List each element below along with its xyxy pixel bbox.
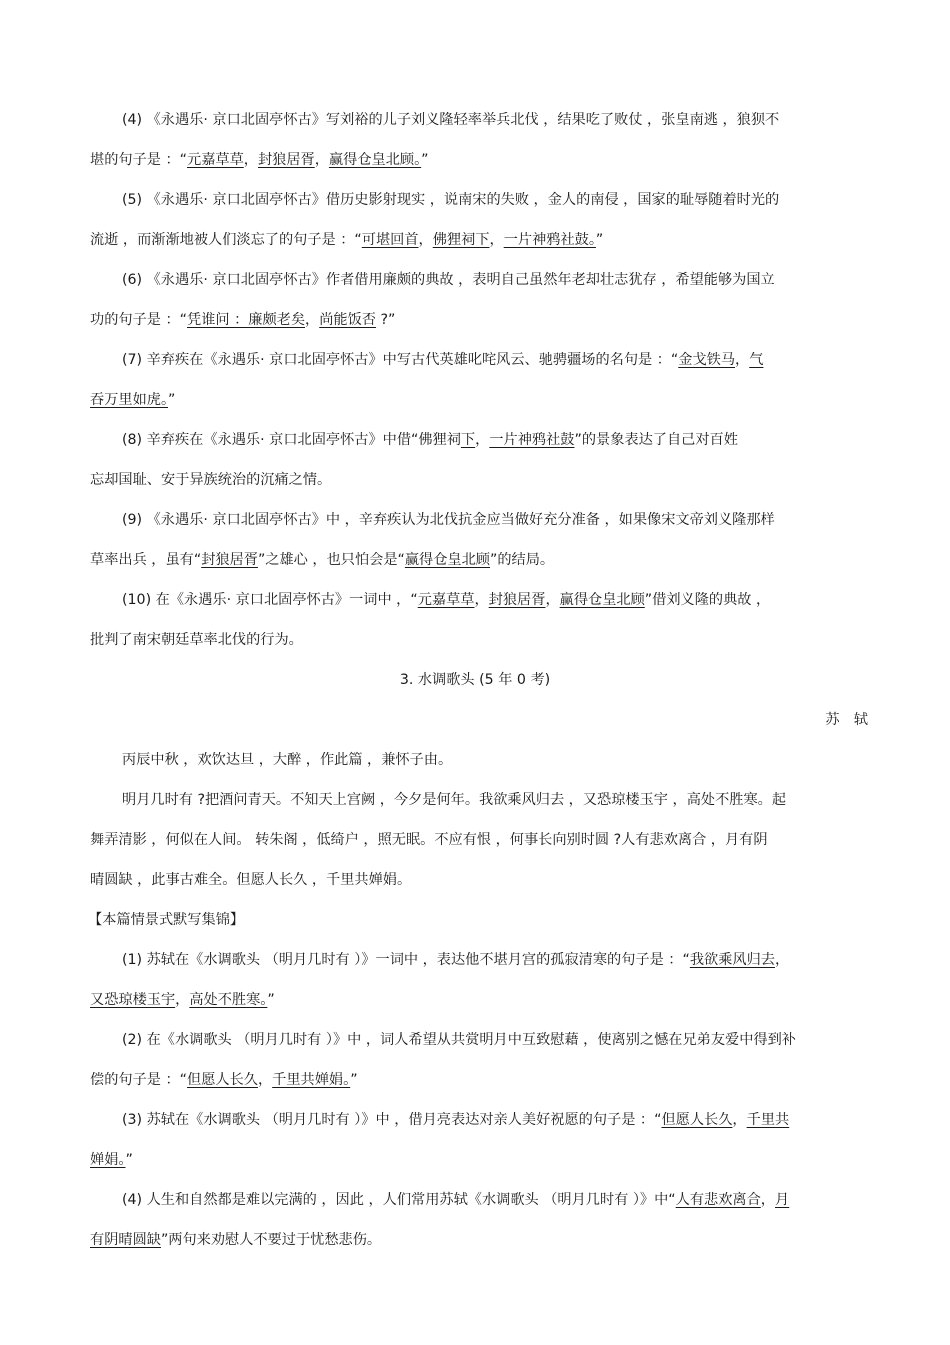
text-segment: ， xyxy=(474,592,489,608)
text-segment: ”借刘义隆的典故 ， xyxy=(644,592,771,608)
answer-blank: 尚能饭否 xyxy=(319,312,376,328)
answer-blank: 封狼居胥 xyxy=(201,552,258,568)
text-line xyxy=(122,430,738,450)
answer-blank: 但愿人长久 xyxy=(661,1112,733,1128)
text-segment: ， xyxy=(475,432,490,448)
answer-blank: 凭谁问 ：廉颇老矣 xyxy=(187,312,306,328)
text-line xyxy=(122,510,775,530)
text-segment: ， xyxy=(735,352,750,368)
text-segment: 【本篇情景式默写集锦】 xyxy=(88,912,245,928)
text-line xyxy=(122,590,770,610)
text-line xyxy=(122,790,786,810)
text-line xyxy=(90,1230,381,1250)
text-segment: ， xyxy=(418,232,433,248)
answer-blank: 气 xyxy=(749,352,764,368)
answer-blank: 可堪回首 xyxy=(361,232,419,248)
text-segment: (4) 人生和自然都是难以完满的 ，因此 ，人们常用苏轼《水调歌头 （明月几时有 ）》中“ xyxy=(122,1192,676,1208)
text-segment: ， xyxy=(305,312,320,328)
text-segment: (9) 《永遇乐· 京口北固亭怀古》中 ，辛弃疾认为北伐抗金应当做好充分准备 ，如果像宋文帝刘义隆那样 xyxy=(122,512,775,528)
answer-blank: 封狼居胥 xyxy=(257,152,315,168)
text-segment: ， xyxy=(545,592,560,608)
answer-blank: 一片神鸦社鼓。 xyxy=(503,232,596,248)
answer-blank: 佛狸祠下 xyxy=(432,232,490,248)
text-segment: ” xyxy=(168,392,176,408)
text-line xyxy=(90,870,411,890)
text-segment: 忘却国耻、安于异族统治的沉痛之情。 xyxy=(90,472,332,488)
text-line xyxy=(90,550,554,570)
text-segment: ”的结局。 xyxy=(490,552,555,568)
answer-blank: 赢得仓皇北顾 xyxy=(559,592,645,608)
author-name xyxy=(825,710,868,730)
text-segment: ， xyxy=(489,232,504,248)
answer-blank: 婵娟。 xyxy=(90,1152,126,1168)
text-line xyxy=(122,750,452,770)
text-segment: ， xyxy=(257,1072,273,1088)
text-segment: ” xyxy=(350,1072,358,1088)
text-line xyxy=(122,190,779,210)
answer-blank: 赢得仓皇北顾 xyxy=(404,552,490,568)
text-segment: (5) 《永遇乐· 京口北固亭怀古》借历史影射现实 ，说南宋的失败 ，金人的南侵 ，国家的耻辱随着时光的 xyxy=(122,192,780,208)
text-line xyxy=(90,630,303,650)
text-segment: 3. 水调歌头 (5 年 0 考) xyxy=(399,672,551,688)
text-segment: ”两句来劝慰人不要过于忧愁悲伤。 xyxy=(160,1232,382,1248)
answer-blank: 又恐琼楼玉宇 xyxy=(90,992,176,1008)
text-segment: (6) 《永遇乐· 京口北固亭怀古》作者借用廉颇的典故 ，表明自己虽然年老却壮志犹存 ，希望能够为国立 xyxy=(122,272,775,288)
text-segment: ” xyxy=(595,232,604,248)
text-segment: (10) 在《永遇乐· 京口北固亭怀古》一词中 ，“ xyxy=(122,592,418,608)
text-segment: ， xyxy=(243,152,258,168)
text-line xyxy=(90,150,429,170)
text-segment: 堪的句子是 ：“ xyxy=(90,152,187,168)
text-line xyxy=(90,1070,358,1090)
text-line xyxy=(122,1190,789,1210)
text-segment: 丙辰中秋 ，欢饮达旦 ，大醉 ，作此篇 ，兼怀子由。 xyxy=(122,752,453,768)
text-segment: ” xyxy=(125,1152,133,1168)
text-segment: (2) 在《水调歌头 （明月几时有 ）》中 ，词人希望从共赏明月中互致慰藉 ，使离别之憾在兄弟友爱中得到补 xyxy=(122,1032,796,1048)
answer-blank: 有阴晴圆缺 xyxy=(90,1232,161,1248)
section-heading xyxy=(0,670,950,690)
text-line xyxy=(122,1110,789,1130)
answer-blank: 元嘉草草 xyxy=(417,592,475,608)
answer-blank: 封狼居胥 xyxy=(488,592,546,608)
text-line xyxy=(88,910,244,930)
text-segment: ， xyxy=(760,1192,775,1208)
text-segment: 草率出兵 ，虽有“ xyxy=(90,552,202,568)
text-segment: 批判了南宋朝廷草率北伐的行为。 xyxy=(90,632,303,648)
text-segment: 偿的句子是 ：“ xyxy=(90,1072,187,1088)
text-segment: (8) 辛弃疾在《永遇乐· 京口北固亭怀古》中借“佛狸祠 xyxy=(122,432,461,448)
text-line xyxy=(122,110,779,130)
answer-blank: 月 xyxy=(775,1192,790,1208)
answer-blank: 赢得仓皇北顾。 xyxy=(328,152,422,168)
text-line xyxy=(122,350,763,370)
text-segment: ， xyxy=(175,992,190,1008)
answer-blank: 千里共 xyxy=(746,1112,790,1128)
text-segment: 苏 轼 xyxy=(825,712,868,728)
answer-blank: 人有悲欢离合 xyxy=(675,1192,761,1208)
text-segment: (1) 苏轼在《水调歌头 （明月几时有 ）》一词中 ，表达他不堪月宫的孤寂清寒的句子是 ：“ xyxy=(122,952,690,968)
text-segment: ”的景象表达了自己对百姓 xyxy=(574,432,738,448)
answer-blank: 下 xyxy=(460,432,476,448)
text-segment: 明月几时有 ?把酒问青天。不知天上宫阙 ，今夕是何年。我欲乘风归去 ，又恐琼楼玉宇 ，高处不胜寒。起 xyxy=(122,792,787,808)
answer-blank: 千里共婵娟。 xyxy=(272,1072,351,1088)
answer-blank: 但愿人长久 xyxy=(187,1072,258,1088)
text-segment: 流逝 ，而渐渐地被人们淡忘了的句子是 ：“ xyxy=(90,232,362,248)
text-segment: ， xyxy=(732,1112,747,1128)
text-segment: 功的句子是 ：“ xyxy=(90,312,187,328)
answer-blank: 我欲乘风归去 xyxy=(689,952,775,968)
text-segment: 舞弄清影 ，何似在人间。 转朱阁 ，低绮户 ，照无眠。不应有恨 ，何事长向别时圆 ?人有悲欢离合 ，月有阴 xyxy=(90,832,768,848)
text-segment: (7) 辛弃疾在《永遇乐· 京口北固亭怀古》中写古代英雄叱咤风云、驰骋疆场的名句是 ：“ xyxy=(122,352,679,368)
answer-blank: 吞万里如虎。 xyxy=(90,392,169,408)
answer-blank: 元嘉草草 xyxy=(187,152,244,168)
text-segment: ， xyxy=(774,952,790,968)
text-segment: ， xyxy=(314,152,329,168)
text-segment: ” xyxy=(421,152,429,168)
text-segment: (3) 苏轼在《水调歌头 （明月几时有 ）》中 ，借月亮表达对亲人美好祝愿的句子是 ：“ xyxy=(122,1112,662,1128)
text-line xyxy=(122,270,775,290)
answer-blank: 金戈铁马 xyxy=(678,352,736,368)
text-line xyxy=(90,1150,133,1170)
text-line xyxy=(90,390,175,410)
text-line xyxy=(90,990,275,1010)
text-line xyxy=(90,830,768,850)
text-line xyxy=(122,1030,796,1050)
text-line xyxy=(90,470,331,490)
text-line xyxy=(122,950,789,970)
answer-blank: 一片神鸦社鼓 xyxy=(489,432,575,448)
text-segment: (4) 《永遇乐· 京口北固亭怀古》写刘裕的儿子刘义隆轻率举兵北伐 ，结果吃了败仗 ，张皇南逃 ，狼狈不 xyxy=(122,112,780,128)
text-segment: ”之雄心 ，也只怕会是“ xyxy=(257,552,405,568)
text-line xyxy=(90,310,395,330)
text-segment: ?” xyxy=(375,312,396,328)
text-segment: ” xyxy=(267,992,275,1008)
text-line xyxy=(90,230,603,250)
answer-blank: 高处不胜寒。 xyxy=(189,992,268,1008)
text-segment: 晴圆缺 ，此事古难全。但愿人长久 ，千里共婵娟。 xyxy=(90,872,412,888)
